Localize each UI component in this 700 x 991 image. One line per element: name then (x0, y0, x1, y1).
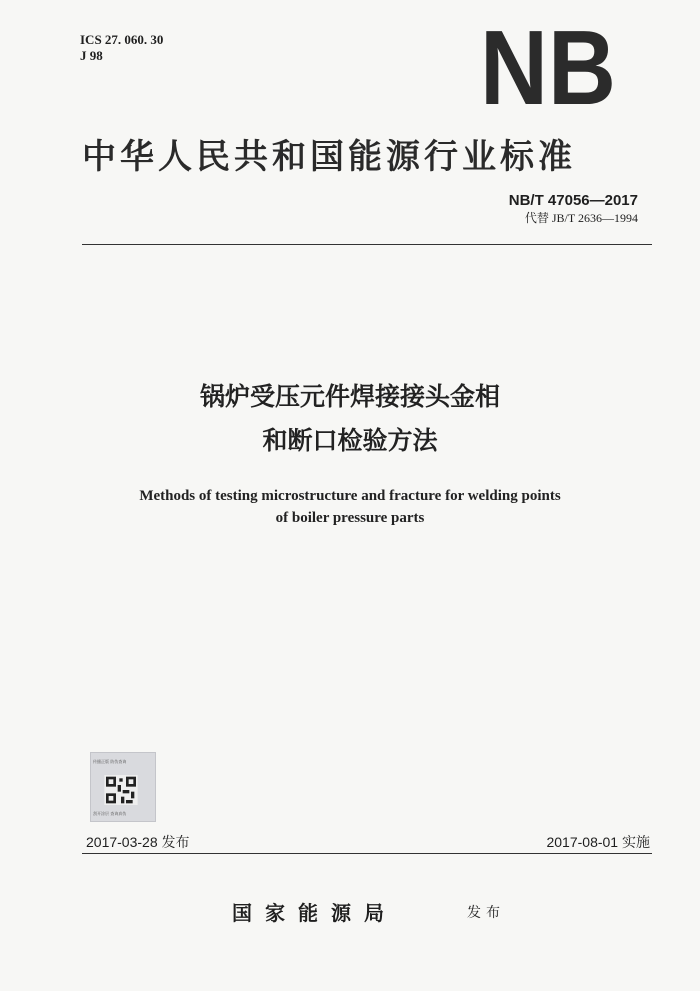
classification-codes (80, 32, 163, 64)
bottom-divider (82, 853, 652, 854)
title-cn-line1: 锅炉受压元件焊接接头金相 (199, 382, 500, 411)
standard-code: NB/T 47056—2017 (508, 192, 638, 209)
nb-logo (478, 20, 618, 112)
title-en-line2: of boiler pressure parts (275, 510, 425, 526)
replaces-standard: 代替 JB/T 2636—1994 (524, 211, 638, 225)
ics-code: ICS 27. 060. 30 (80, 32, 164, 47)
publisher-name: 国家能源局 (232, 901, 397, 925)
implementation-date: 2017-08-01 实施 (546, 834, 650, 850)
ccs-code: J 98 (80, 48, 103, 63)
issue-date: 2017-03-28 发布 (86, 834, 190, 850)
sticker-text-2: 刮开涂层 查询真伪 (93, 811, 127, 816)
title-en-line1: Methods of testing microstructure and fracture for welding points (139, 488, 561, 504)
anti-counterfeit-sticker (90, 752, 156, 822)
title-cn-line2: 和断口检验方法 (262, 426, 438, 455)
publish-label: 发布 (467, 905, 505, 921)
logo-text: NB (480, 20, 616, 112)
standard-number-block (509, 192, 638, 226)
top-divider (82, 244, 652, 245)
qr-code-icon (104, 775, 138, 805)
sticker-text-1: 传播正版 防伪查询 (93, 759, 127, 764)
issuing-authority-title: 中华人民共和国能源行业标准 (82, 137, 576, 177)
